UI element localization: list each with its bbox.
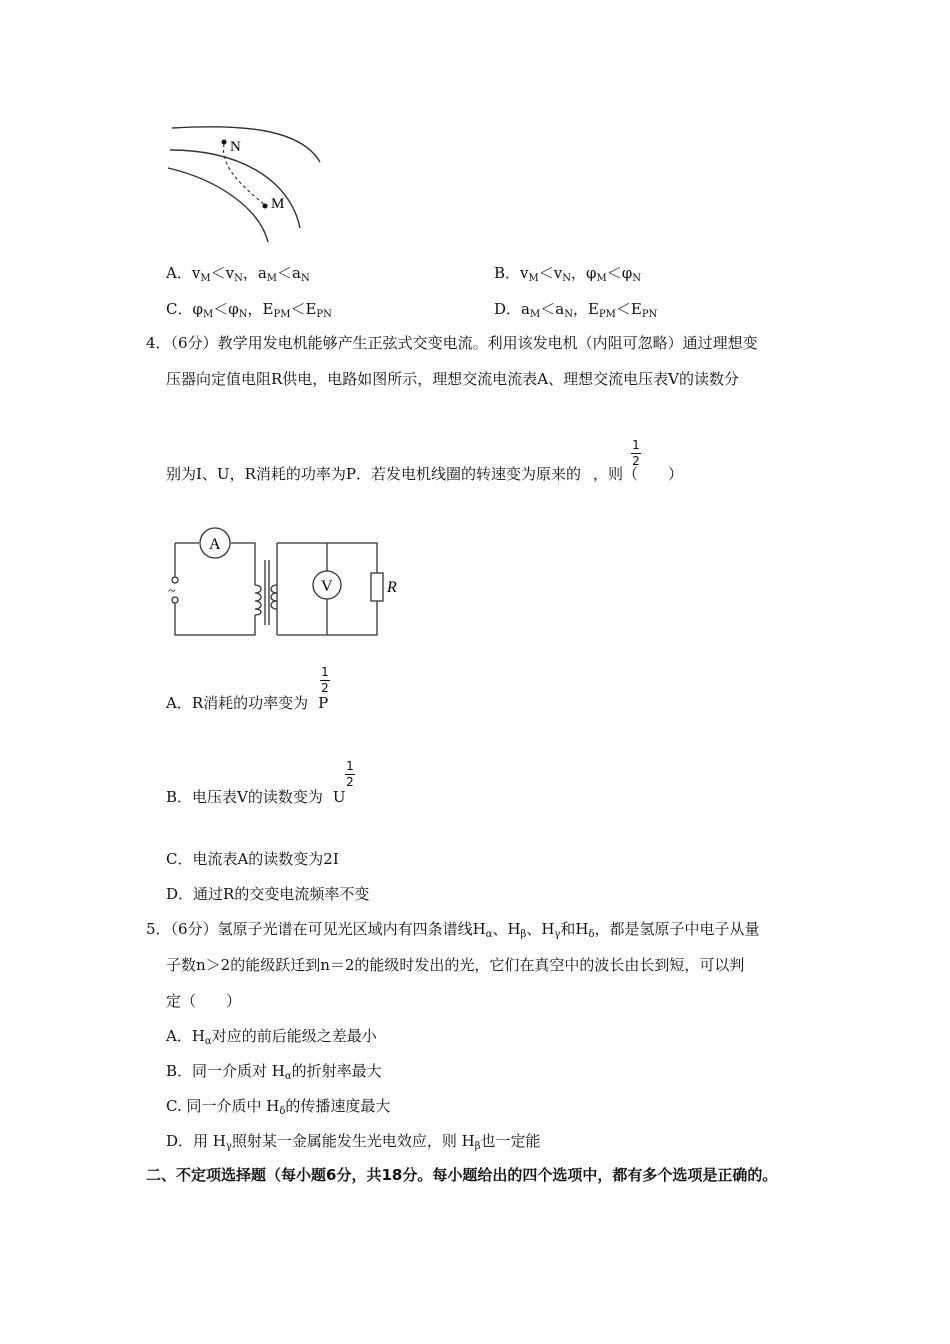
- q3-option-a[interactable]: A．$v_M<v_N$，$a_M<a_N$: [166, 264, 310, 284]
- q5-option-a[interactable]: A．$H_\alpha$对应的前后能级之差最小: [166, 1027, 377, 1047]
- ac-source-symbol: ~: [168, 584, 176, 599]
- q5-option-c[interactable]: C. 同一介质中 $H_\delta$的传播速度最大: [166, 1097, 391, 1117]
- q4-option-c[interactable]: C．电流表A的读数变为2I: [166, 850, 339, 868]
- q4-stem-line1: 4．（6分）教学用发电机能够产生正弦式交变电流。利用该发电机（内阻可忽略）通过理想变: [146, 334, 758, 352]
- field-line-inner: [168, 168, 268, 242]
- q3-option-d-letter: D．: [494, 300, 522, 318]
- q3-option-d[interactable]: D．$a_M<a_N$，$E_{PM}<E_{PN}$: [494, 300, 658, 320]
- q4-option-b-fraction: 1 2: [346, 759, 354, 789]
- q3-option-a-letter: A．: [166, 264, 192, 282]
- point-m: [263, 204, 268, 209]
- q5-stem-line2: 子数n＞2的能级跃迁到n＝2的能级时发出的光，它们在真空中的波长由长到短，可以判: [166, 956, 745, 974]
- q3-option-b-letter: B．: [494, 264, 521, 282]
- field-lines-figure: [160, 120, 330, 245]
- q4-score: （6分）: [170, 334, 218, 352]
- q3-option-c-letter: C．: [166, 300, 193, 318]
- q3-option-b[interactable]: B．$v_M<v_N$，$\varphi_M<\varphi_N$: [494, 264, 642, 284]
- resistor-symbol: [371, 573, 383, 601]
- label-n: N: [230, 139, 241, 155]
- resistor-label: R: [387, 579, 397, 596]
- circuit-diagram: [165, 525, 405, 640]
- q4-fraction-half: 1 2: [632, 438, 640, 468]
- field-line-middle: [170, 150, 300, 228]
- q5-stem-line3: 定（ ）: [166, 992, 242, 1010]
- primary-coil: [255, 585, 261, 615]
- q4-option-b[interactable]: B．电压表V的读数变为 U: [166, 788, 346, 806]
- q5-option-b[interactable]: B．同一介质对 $H_\alpha$的折射率最大: [166, 1062, 382, 1082]
- q4-stem-line2: 压器向定值电阻R供电，电路如图所示，理想交流电流表A、理想交流电压表V的读数分: [166, 370, 739, 388]
- q4-option-a-fraction: 1 2: [321, 665, 329, 695]
- q4-option-a[interactable]: A．R消耗的功率变为 P: [166, 694, 329, 712]
- q3-option-c[interactable]: C．$\varphi_M<\varphi_N$，$E_{PM}<E_{PN}$: [166, 300, 332, 320]
- field-line-outer: [172, 127, 320, 162]
- section2-heading: 二、不定项选择题（每小题6分，共18分。每小题给出的四个选项中，都有多个选项是正确的。: [146, 1166, 778, 1184]
- voltmeter-label: V: [321, 578, 333, 595]
- q4-number: 4．: [146, 334, 171, 352]
- q5-option-d[interactable]: D．用 $H_\gamma$照射某一金属能发生光电效应，则 $H_\beta$也一定能: [166, 1132, 541, 1152]
- q4-stem-line3: 别为I、U，R消耗的功率为P．若发电机线圈的转速变为原来的 ，则（ ）: [166, 465, 683, 483]
- point-n: [222, 140, 227, 145]
- q5-stem-line1: 5．（6分）氢原子光谱在可见光区域内有四条谱线$H_\alpha$、$H_\beta$、$H_\gamma$和$H_\delta$，都是氢原子中电子从量: [146, 920, 760, 940]
- q4-option-d[interactable]: D．通过R的交变电流频率不变: [166, 885, 370, 903]
- label-m: M: [271, 196, 285, 212]
- ammeter-label: A: [209, 536, 221, 553]
